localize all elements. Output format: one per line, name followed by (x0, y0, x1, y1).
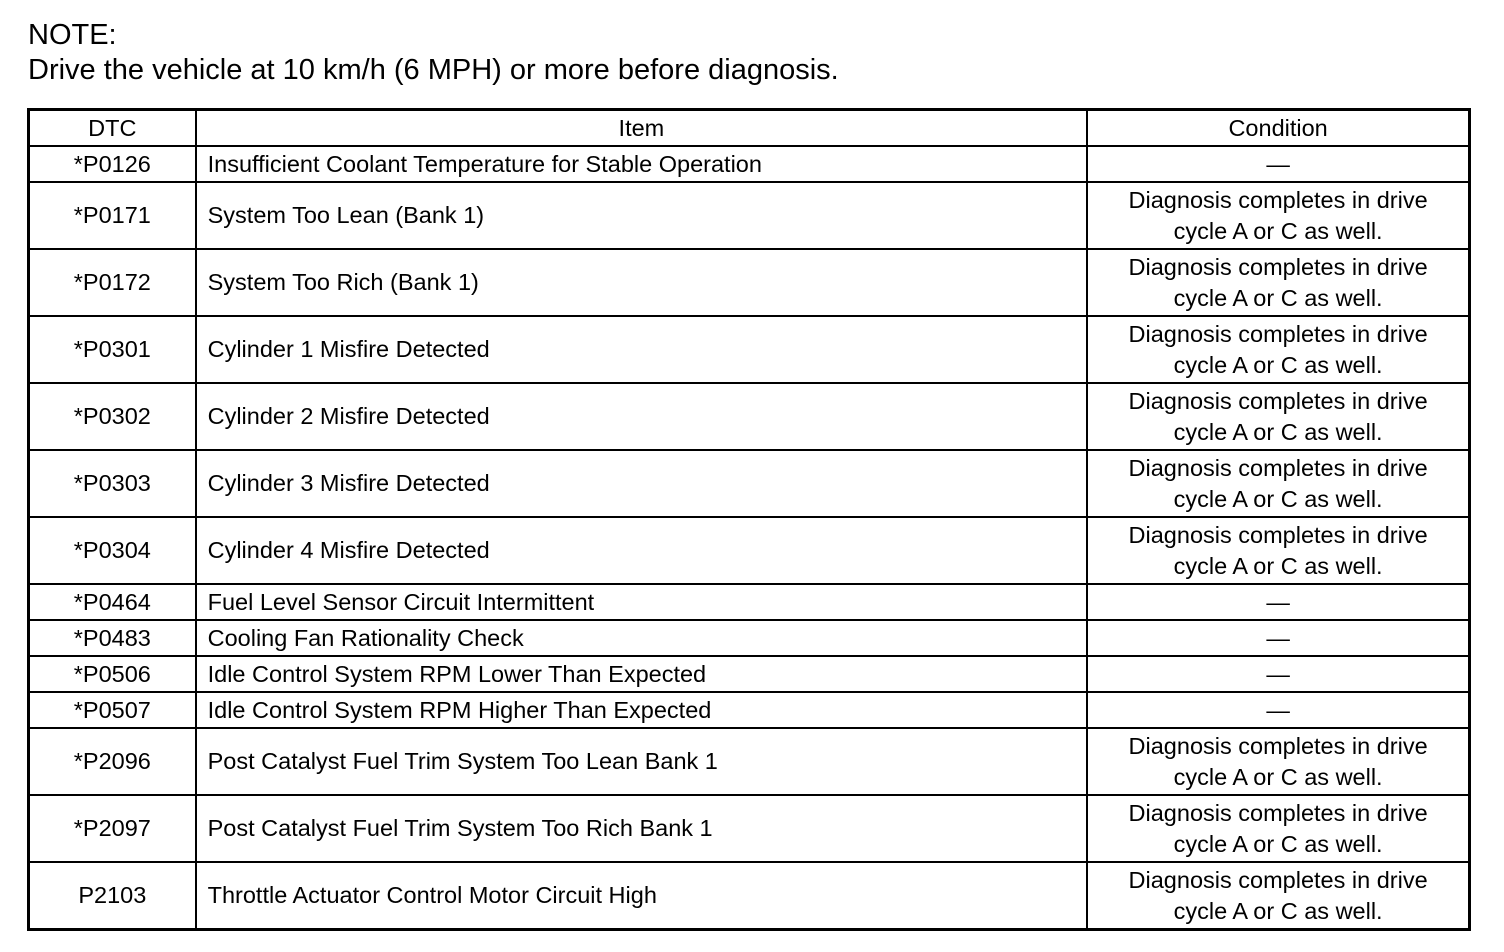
table-row (29, 584, 1470, 620)
dtc-code-cell: *P0172 (29, 249, 196, 316)
condition-cell: Diagnosis completes in drive cycle A or C as well. (1087, 249, 1469, 316)
item-description-cell: Idle Control System RPM Lower Than Expected (196, 656, 1088, 692)
condition-cell: Diagnosis completes in drive cycle A or C as well. (1087, 862, 1469, 930)
item-description-cell: Insufficient Coolant Temperature for Stable Operation (196, 146, 1088, 182)
table-row (29, 146, 1470, 182)
table-row (29, 182, 1470, 249)
dtc-code-cell: *P0464 (29, 584, 196, 620)
item-description-cell: Throttle Actuator Control Motor Circuit High (196, 862, 1088, 930)
table-row (29, 383, 1470, 450)
dtc-code-cell: *P0304 (29, 517, 196, 584)
condition-cell: Diagnosis completes in drive cycle A or C as well. (1087, 182, 1469, 249)
dtc-code-cell: *P0506 (29, 656, 196, 692)
table-row (29, 656, 1470, 692)
condition-cell: — (1087, 146, 1469, 182)
item-description-cell: Cylinder 4 Misfire Detected (196, 517, 1088, 584)
dtc-code-cell: *P2096 (29, 728, 196, 795)
condition-cell: Diagnosis completes in drive cycle A or C as well. (1087, 517, 1469, 584)
condition-cell: — (1087, 692, 1469, 728)
condition-cell: — (1087, 656, 1469, 692)
item-description-cell: System Too Lean (Bank 1) (196, 182, 1088, 249)
dtc-code-cell: *P2097 (29, 795, 196, 862)
table-row (29, 249, 1470, 316)
condition-cell: Diagnosis completes in drive cycle A or C as well. (1087, 795, 1469, 862)
table-body (29, 146, 1470, 930)
dtc-code-cell: *P0301 (29, 316, 196, 383)
table-row (29, 692, 1470, 728)
header-item: Item (196, 110, 1088, 147)
dtc-code-cell: *P0303 (29, 450, 196, 517)
condition-cell: — (1087, 620, 1469, 656)
table-row (29, 862, 1470, 930)
condition-cell: Diagnosis completes in drive cycle A or C as well. (1087, 728, 1469, 795)
dtc-table (27, 108, 1471, 931)
table-row (29, 316, 1470, 383)
item-description-cell: Post Catalyst Fuel Trim System Too Rich Bank 1 (196, 795, 1088, 862)
table-row (29, 620, 1470, 656)
table-row (29, 728, 1470, 795)
item-description-cell: Idle Control System RPM Higher Than Expected (196, 692, 1088, 728)
header-dtc: DTC (29, 110, 196, 147)
dtc-code-cell: *P0302 (29, 383, 196, 450)
condition-cell: Diagnosis completes in drive cycle A or C as well. (1087, 316, 1469, 383)
dtc-code-cell: *P0171 (29, 182, 196, 249)
item-description-cell: Cylinder 1 Misfire Detected (196, 316, 1088, 383)
header-condition: Condition (1087, 110, 1469, 147)
item-description-cell: Post Catalyst Fuel Trim System Too Lean Bank 1 (196, 728, 1088, 795)
condition-cell: — (1087, 584, 1469, 620)
item-description-cell: Cylinder 3 Misfire Detected (196, 450, 1088, 517)
table-header-row (29, 110, 1470, 147)
table-row (29, 450, 1470, 517)
dtc-code-cell: P2103 (29, 862, 196, 930)
item-description-cell: Cylinder 2 Misfire Detected (196, 383, 1088, 450)
dtc-code-cell: *P0507 (29, 692, 196, 728)
item-description-cell: Fuel Level Sensor Circuit Intermittent (196, 584, 1088, 620)
note-text: Drive the vehicle at 10 km/h (6 MPH) or more before diagnosis. (28, 54, 839, 86)
note-block (28, 18, 839, 88)
note-heading: NOTE: (28, 19, 117, 51)
table-row (29, 517, 1470, 584)
condition-cell: Diagnosis completes in drive cycle A or C as well. (1087, 383, 1469, 450)
item-description-cell: Cooling Fan Rationality Check (196, 620, 1088, 656)
table-row (29, 795, 1470, 862)
dtc-code-cell: *P0483 (29, 620, 196, 656)
condition-cell: Diagnosis completes in drive cycle A or C as well. (1087, 450, 1469, 517)
item-description-cell: System Too Rich (Bank 1) (196, 249, 1088, 316)
dtc-code-cell: *P0126 (29, 146, 196, 182)
